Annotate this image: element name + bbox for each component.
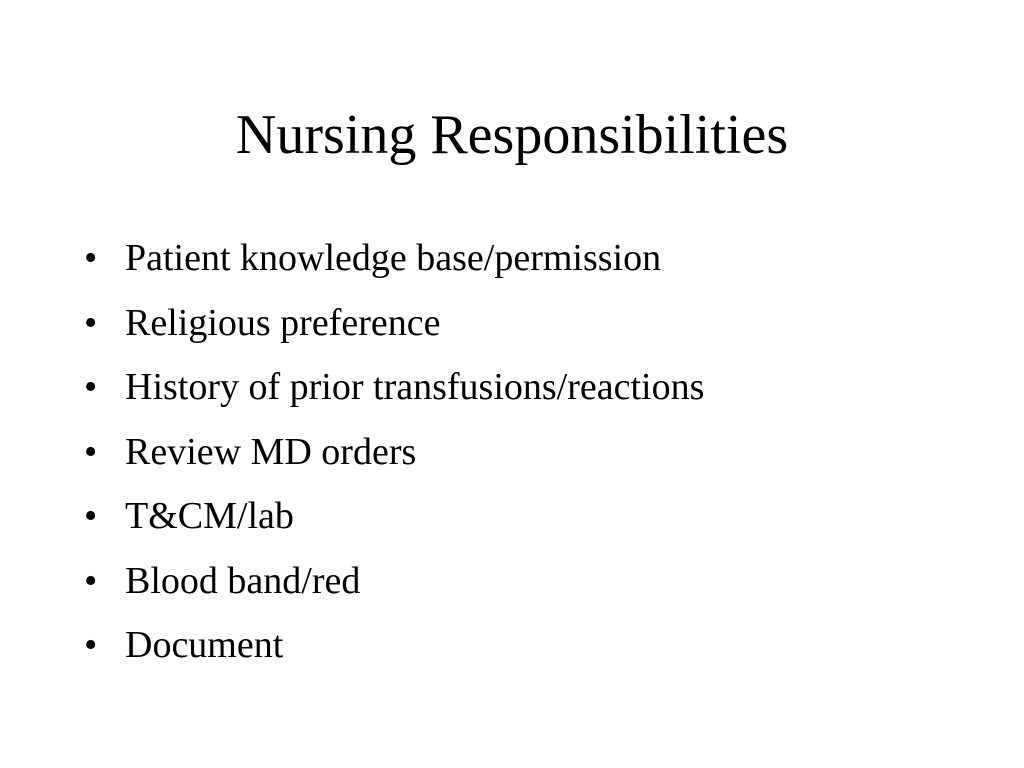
bullet-text: History of prior transfusions/reactions [125, 366, 705, 408]
bullet-icon: • [84, 495, 98, 537]
list-item [84, 420, 704, 485]
list-item [84, 484, 704, 549]
bullet-icon: • [84, 624, 98, 666]
bullet-icon: • [84, 366, 98, 408]
bullet-text: Blood band/red [125, 559, 361, 602]
bullet-icon: • [84, 559, 98, 602]
bullet-list [84, 226, 704, 678]
bullet-text: Document [125, 624, 284, 666]
bullet-text: Patient knowledge base/permission [125, 237, 662, 279]
list-item [84, 613, 704, 678]
bullet-text: T&CM/lab [125, 495, 294, 537]
bullet-icon: • [84, 430, 98, 473]
bullet-text: Religious preference [125, 301, 441, 344]
slide-title: Nursing Responsibilities [235, 104, 789, 166]
bullet-icon: • [84, 301, 98, 344]
bullet-text: Review MD orders [125, 430, 417, 473]
bullet-icon: • [84, 237, 98, 279]
list-item [84, 226, 704, 291]
list-item [84, 291, 704, 356]
list-item [84, 549, 704, 614]
list-item [84, 355, 704, 420]
